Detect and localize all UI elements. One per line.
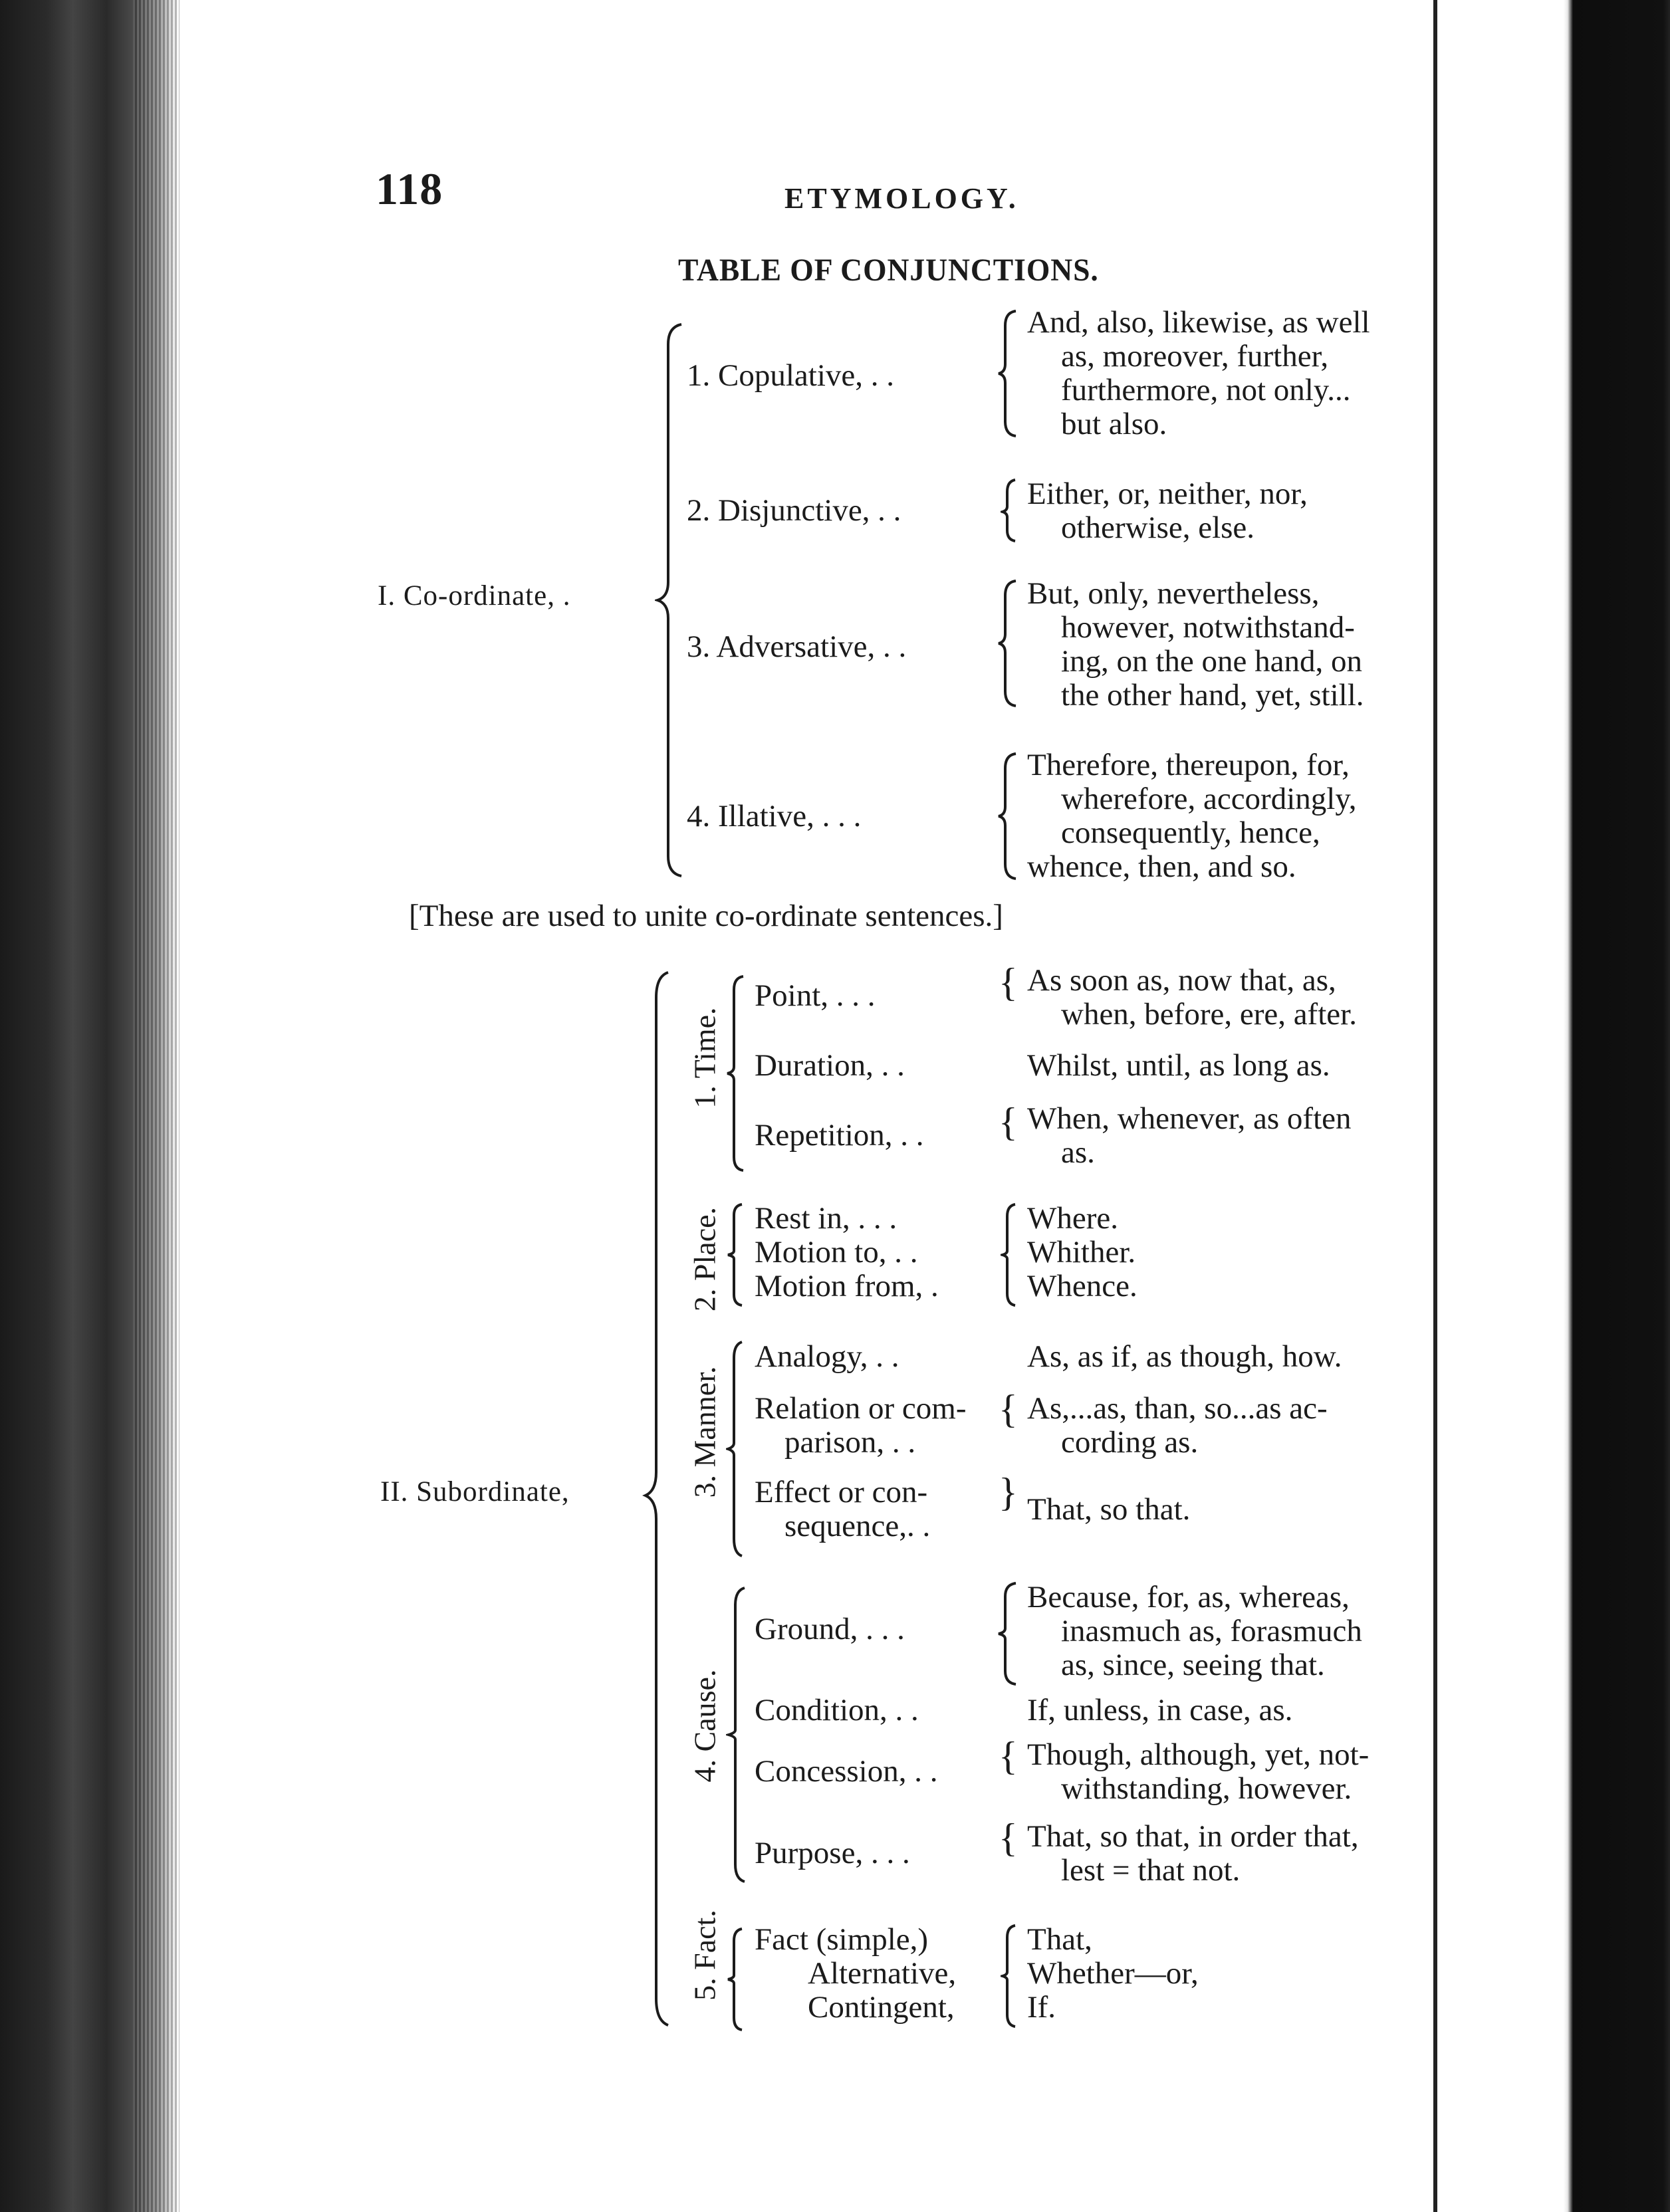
copulative-line-2: as, moreover, further,: [1061, 339, 1329, 374]
copulative-brace: [996, 307, 1022, 440]
fact-contingent-line-1: If.: [1027, 1990, 1056, 2025]
page-edges: [133, 0, 179, 2212]
time-repetition-line-1: When, whenever, as often: [1027, 1101, 1352, 1136]
manner-relation-label-1: Relation or com-: [755, 1391, 967, 1426]
manner-effect-label-2: sequence,. .: [784, 1509, 931, 1543]
page-number: 118: [376, 164, 443, 214]
cause-concession-brace: {: [999, 1734, 1018, 1778]
cause-ground-brace: [996, 1581, 1022, 1687]
disjunctive-line-1: Either, or, neither, nor,: [1027, 477, 1308, 511]
cause-ground-label: Ground, . . .: [755, 1612, 905, 1646]
place-motion-to-label: Motion to, . .: [755, 1235, 918, 1270]
time-brace: [725, 974, 749, 1173]
manner-relation-brace: {: [999, 1387, 1018, 1431]
coordinate-label: I. Co-ordinate, .: [378, 580, 571, 611]
manner-effect-line-1: That, so that.: [1027, 1492, 1191, 1527]
manner-analogy-label: Analogy, . .: [755, 1339, 899, 1374]
subordinate-main-brace: [642, 967, 675, 2031]
fact-brace: [726, 1926, 746, 2033]
cause-concession-line-2: withstanding, however.: [1061, 1771, 1352, 1806]
cause-concession-label: Concession, . .: [755, 1754, 938, 1789]
adversative-line-1: But, only, nevertheless,: [1027, 576, 1320, 611]
manner-relation-line-2: cording as.: [1061, 1425, 1199, 1460]
fact-simple-label: Fact (simple,): [755, 1922, 929, 1957]
time-duration-label: Duration, . .: [755, 1048, 905, 1083]
cause-purpose-line-1: That, so that, in order that,: [1027, 1819, 1359, 1854]
place-brace: [726, 1202, 746, 1308]
scan-border-right: [1564, 0, 1670, 2212]
fact-contingent-label: Contingent,: [808, 1990, 955, 2025]
fact-alternative-label: Alternative,: [808, 1956, 957, 1991]
place-rest-line-1: Where.: [1027, 1201, 1118, 1236]
adversative-line-2: however, notwithstand-: [1061, 610, 1355, 645]
group-cause-label: 4. Cause.: [687, 1669, 722, 1783]
copulative-label: 1. Copulative, . .: [687, 358, 894, 393]
cause-ground-line-1: Because, for, as, whereas,: [1027, 1580, 1350, 1614]
illative-line-1: Therefore, thereupon, for,: [1027, 748, 1350, 782]
time-point-line-2: when, before, ere, after.: [1061, 997, 1357, 1032]
coordinate-note: [These are used to unite co-ordinate sentences.]: [409, 899, 1003, 933]
illative-label: 4. Illative, . . .: [687, 799, 862, 833]
adversative-line-3: ing, on the one hand, on: [1061, 644, 1362, 679]
fact-simple-line-1: That,: [1027, 1922, 1092, 1957]
coordinate-main-brace: [655, 318, 688, 883]
time-duration-line-1: Whilst, until, as long as.: [1027, 1048, 1330, 1083]
cause-ground-line-3: as, since, seeing that.: [1061, 1648, 1325, 1682]
place-motion-to-line-1: Whither.: [1027, 1235, 1136, 1270]
copulative-line-4: but also.: [1061, 407, 1167, 441]
cause-condition-label: Condition, . .: [755, 1693, 919, 1727]
place-rest-label: Rest in, . . .: [755, 1201, 897, 1236]
cause-condition-line-1: If, unless, in case, as.: [1027, 1693, 1293, 1727]
time-point-line-1: As soon as, now that, as,: [1027, 963, 1336, 998]
illative-brace: [996, 750, 1022, 883]
subordinate-label: II. Subordinate,: [380, 1476, 570, 1507]
adversative-line-4: the other hand, yet, still.: [1061, 678, 1364, 713]
manner-relation-line-1: As,...as, than, so...as ac-: [1027, 1391, 1328, 1426]
copulative-line-3: furthermore, not only...: [1061, 373, 1351, 407]
disjunctive-label: 2. Disjunctive, . .: [687, 493, 901, 528]
cause-brace: [726, 1585, 750, 1884]
adversative-brace: [996, 577, 1022, 710]
running-title: ETYMOLOGY.: [784, 182, 1019, 215]
place-motion-from-label: Motion from, .: [755, 1269, 939, 1303]
illative-line-2: wherefore, accordingly,: [1061, 782, 1357, 816]
group-time-label: 1. Time.: [687, 1007, 722, 1109]
manner-brace: [726, 1339, 746, 1559]
manner-relation-label-2: parison, . .: [784, 1425, 916, 1460]
cause-purpose-brace: {: [999, 1816, 1018, 1860]
group-place-label: 2. Place.: [687, 1206, 722, 1312]
group-fact-label: 5. Fact.: [687, 1910, 722, 2001]
illative-line-3: consequently, hence,: [1061, 816, 1320, 850]
fact-alternative-line-1: Whether—or,: [1027, 1956, 1199, 1991]
time-repetition-line-2: as.: [1061, 1135, 1095, 1170]
table-title: TABLE OF CONJUNCTIONS.: [678, 253, 1099, 288]
facing-page-edge: [1433, 0, 1557, 2212]
group-manner-label: 3. Manner.: [687, 1366, 722, 1498]
place-answer-brace: [1001, 1202, 1020, 1308]
manner-effect-brace: }: [999, 1470, 1018, 1514]
fact-answer-brace: [1001, 1923, 1020, 2029]
time-point-brace: {: [999, 960, 1018, 1004]
place-motion-from-line-1: Whence.: [1027, 1269, 1137, 1303]
copulative-line-1: And, also, likewise, as well: [1027, 305, 1370, 340]
cause-ground-line-2: inasmuch as, forasmuch: [1061, 1614, 1362, 1648]
cause-purpose-line-2: lest = that not.: [1061, 1853, 1241, 1888]
time-repetition-label: Repetition, . .: [755, 1118, 924, 1153]
time-repetition-brace: {: [999, 1100, 1018, 1144]
cause-purpose-label: Purpose, . . .: [755, 1836, 910, 1870]
disjunctive-brace: [1001, 477, 1020, 544]
manner-analogy-line-1: As, as if, as though, how.: [1027, 1339, 1342, 1374]
cause-concession-line-1: Though, although, yet, not-: [1027, 1737, 1370, 1772]
time-point-label: Point, . . .: [755, 978, 876, 1013]
disjunctive-line-2: otherwise, else.: [1061, 510, 1255, 545]
manner-effect-label-1: Effect or con-: [755, 1475, 928, 1509]
adversative-label: 3. Adversative, . .: [687, 629, 907, 664]
illative-line-4: whence, then, and so.: [1027, 849, 1296, 884]
